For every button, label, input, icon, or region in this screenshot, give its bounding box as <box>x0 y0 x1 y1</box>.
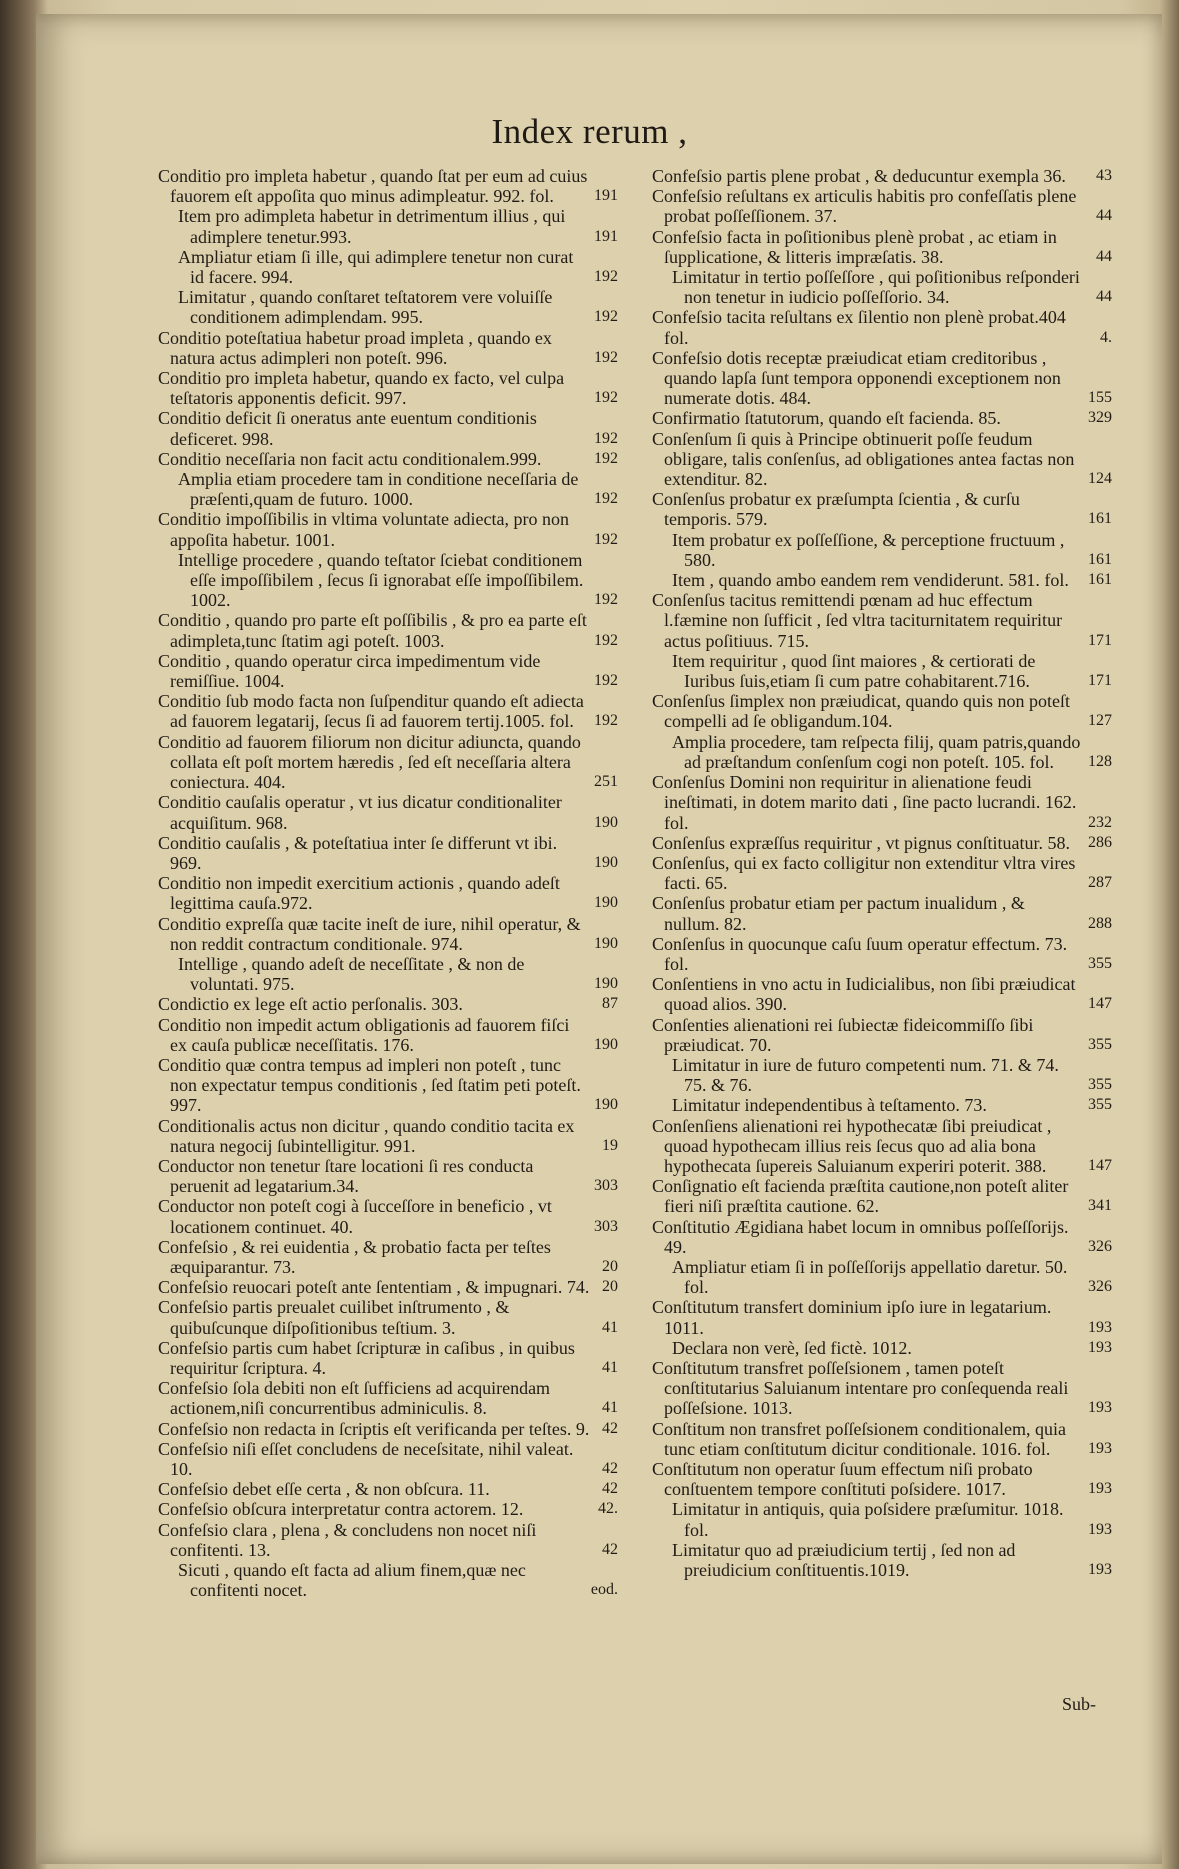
index-entry <box>652 934 1114 974</box>
entry-text: Conditio pro impleta habetur, quando ex facto, vel culpa teſtatoris apponentis deficit. 997. <box>158 368 565 409</box>
page-number: 192 <box>594 348 618 366</box>
page-number: 303 <box>594 1177 618 1195</box>
entry-text: Conditio ſub modo facta non ſuſpenditur quando eſt adiecta ad fauorem legatarij, ſecus ſi ad fauorem tertij.1005. fol. <box>158 691 584 732</box>
index-entry <box>652 1419 1114 1459</box>
index-entry <box>158 1338 620 1378</box>
index-entry <box>158 1439 620 1479</box>
entry-text: Conſentiens in vno actu in Iudicialibus, non ſibi præiudicat quoad alios. 390. <box>652 974 1076 1015</box>
index-entry <box>158 166 620 206</box>
entry-text: Confeſsio dotis receptæ præiudicat etiam creditoribus , quando lapſa ſunt tempora opponendi exceptionem non numerate dotis. 484. <box>652 347 1061 409</box>
index-entry <box>652 186 1114 226</box>
entry-text: Confeſsio , & rei euidentia , & probatio facta per teſtes æquiparantur. 73. <box>158 1236 551 1277</box>
entry-text: Conſtitutum transfret poſſeſsionem , tamen poteſt conſtitutarius Saluianum intentare pro conſequenda reali poſſeſsione. 1013. <box>652 1357 1069 1419</box>
entry-text: Limitatur in antiquis, quia poſsidere præſumitur. 1018. fol. <box>672 1499 1064 1540</box>
page-number: 326 <box>1088 1237 1112 1255</box>
index-subentry <box>672 530 1114 570</box>
page-number: 155 <box>1088 389 1112 407</box>
entry-text: Conditio poteſtatiua habetur proad impleta , quando ex natura actus adimpleri non poteſt. 996. <box>158 327 552 368</box>
page-number: 341 <box>1088 1197 1112 1215</box>
entry-text: Conſtitutio Ægidiana habet locum in omnibus poſſeſſorijs. 49. <box>652 1216 1069 1257</box>
index-subentry <box>672 267 1114 307</box>
page-number: 42 <box>602 1540 618 1558</box>
page-number: 355 <box>1088 1035 1112 1053</box>
page-number: 193 <box>1088 1318 1112 1336</box>
index-subentry <box>178 954 620 994</box>
page-number: 193 <box>1088 1561 1112 1579</box>
entry-text: Conditio ad fauorem filiorum non dicitur adiuncta, quando collata eſt poſt mortem hæredis , ſed eſt neceſſaria altera coniectura. 404. <box>158 731 581 793</box>
entry-text: Conſenſus probatur etiam per pactum inualidum , & nullum. 82. <box>652 893 1025 934</box>
index-subentry <box>672 651 1114 691</box>
page-number: 44 <box>1096 207 1112 225</box>
page-number: 44 <box>1096 247 1112 265</box>
entry-text: Confirmatio ſtatutorum, quando eſt facienda. 85. <box>652 408 1001 429</box>
index-entry <box>652 833 1114 853</box>
page-number: 190 <box>594 1096 618 1114</box>
index-entry <box>652 227 1114 267</box>
index-entry <box>158 873 620 913</box>
page-number: 124 <box>1088 470 1112 488</box>
entry-text: Confeſsio obſcura interpretatur contra actorem. 12. <box>158 1499 524 1520</box>
page-number: 87 <box>602 995 618 1013</box>
index-entry <box>652 489 1114 529</box>
index-entry <box>158 792 620 832</box>
index-subentry <box>672 1257 1114 1297</box>
page-number: 355 <box>1088 954 1112 972</box>
index-subentry <box>672 1338 1114 1358</box>
page-number: 20 <box>602 1257 618 1275</box>
page-number: 251 <box>594 773 618 791</box>
entry-text: Conſenſum ſi quis à Principe obtinuerit poſſe feudum obligare, talis conſenſus, ad obligationes antea factas non extenditur. 82. <box>652 428 1075 490</box>
index-entry <box>158 1378 620 1418</box>
entry-text: Confeſsio tacita reſultans ex ſilentio non plenè probat.404 fol. <box>652 307 1066 348</box>
page-number: 355 <box>1088 1096 1112 1114</box>
index-subentry <box>672 1055 1114 1095</box>
index-entry <box>652 1297 1114 1337</box>
page-number: 4. <box>1100 328 1112 346</box>
entry-text: Conditio , quando pro parte eſt poſſibilis , & pro ea parte eſt adimpleta,tunc ſtatim agi poteſt. 1003. <box>158 610 587 651</box>
page-number: 303 <box>594 1217 618 1235</box>
index-entry <box>158 449 620 469</box>
entry-text: Conſenſus probatur ex præſumpta ſcientia , & curſu temporis. 579. <box>652 489 1020 530</box>
page-number: 286 <box>1088 833 1112 851</box>
entry-text: Ampliatur etiam ſi ille, qui adimplere tenetur non curat id facere. 994. <box>178 246 574 288</box>
page-number: 147 <box>1088 1156 1112 1174</box>
entry-text: Item probatur ex poſſeſſione, & perceptione fructuum , 580. <box>672 529 1065 570</box>
index-entry <box>158 1156 620 1196</box>
entry-text: Conſenſus expræſſus requiritur , vt pignus conſtituatur. 58. <box>652 832 1070 853</box>
index-entry <box>158 328 620 368</box>
index-subentry <box>178 247 620 287</box>
entry-text: Conditio pro impleta habetur , quando ſtat per eum ad cuius fauorem eſt appoſita quo minus adimpleatur. 992. fol. <box>158 166 588 207</box>
index-entry <box>158 1055 620 1116</box>
entry-text: Intellige , quando adeſt de neceſſitate , & non de voluntati. 975. <box>178 953 525 995</box>
index-entry <box>652 772 1114 833</box>
page-number: 44 <box>1096 288 1112 306</box>
index-subentry <box>178 206 620 246</box>
entry-text: Conditio cauſalis , & poteſtatiua inter ſe differunt vt ibi. 969. <box>158 832 558 873</box>
page-number: 192 <box>594 389 618 407</box>
entry-text: Conditio non impedit actum obligationis ad fauorem fiſci ex cauſa publicæ neceſſitatis. 176. <box>158 1014 570 1055</box>
index-entry <box>158 833 620 873</box>
entry-text: Conſenſus Domini non requiritur in alienatione feudi ineſtimati, in dotem marito dati , ſine pacto lucrandi. 162. fol. <box>652 772 1077 833</box>
page-number: 128 <box>1088 752 1112 770</box>
entry-text: Conſtitutum transfert dominium ipſo iure in legatarium. 1011. <box>652 1297 1052 1338</box>
page-number: 127 <box>1088 712 1112 730</box>
entry-text: Conditionalis actus non dicitur , quando conditio tacita ex natura negocij ſubintelligitur. 991. <box>158 1115 575 1156</box>
page-number: 41 <box>602 1358 618 1376</box>
index-subentry <box>672 570 1114 590</box>
page-number: 191 <box>594 227 618 245</box>
index-entry <box>158 732 620 793</box>
entry-text: Conſtitum non transfret poſſeſsionem conditionalem, quia tunc etiam conſtitutum dicitur conditionale. 1016. fol. <box>652 1418 1066 1459</box>
index-subentry <box>178 550 620 611</box>
entry-text: Limitatur , quando conſtaret teſtatorem vere voluiſſe conditionem adimplendam. 995. <box>178 287 553 328</box>
page-number: 20 <box>602 1278 618 1296</box>
page-number: 192 <box>594 490 618 508</box>
page-number: 190 <box>594 813 618 831</box>
entry-text: Item requiritur , quod ſint maiores , & certiorati de Iuribus ſuis,etiam ſi cum patre cohabitarent.716. <box>672 650 1036 692</box>
entry-text: Amplia etiam procedere tam in conditione neceſſaria de præſenti,quam de futuro. 1000. <box>178 469 579 510</box>
page-number: 161 <box>1088 571 1112 589</box>
index-subentry <box>178 287 620 327</box>
entry-text: Conſenſus in quocunque caſu ſuum operatur effectum. 73. fol. <box>652 933 1068 974</box>
index-entry <box>158 1116 620 1156</box>
entry-text: Conſtitutum non operatur ſuum effectum niſi probato conſtuentem tempore conſtituti poſsidere. 1017. <box>652 1459 1033 1500</box>
entry-text: Conditio cauſalis operatur , vt ius dicatur conditionaliter acquiſitum. 968. <box>158 792 562 833</box>
page-number: 161 <box>1088 510 1112 528</box>
entry-text: Condictio ex lege eſt actio perſonalis. 303. <box>158 994 463 1015</box>
index-entry <box>652 853 1114 893</box>
page-number: 193 <box>1088 1338 1112 1356</box>
entry-text: Limitatur in tertio poſſeſſore , qui poſitionibus reſponderi non tenetur in iudicio poſſeſſorio. 34. <box>672 267 1080 308</box>
index-entry <box>158 368 620 408</box>
entry-text: Limitatur in iure de futuro competenti num. 71. & 74. 75. & 76. <box>672 1054 1059 1096</box>
index-entry <box>158 914 620 954</box>
page-title: Index rerum , <box>491 112 688 151</box>
index-entry <box>158 610 620 650</box>
index-entry <box>652 307 1114 347</box>
index-entry <box>652 1459 1114 1499</box>
entry-text: Confeſsio debet eſſe certa , & non obſcura. 11. <box>158 1479 490 1500</box>
entry-text: Conditio , quando operatur circa impedimentum vide remiſſiue. 1004. <box>158 650 541 692</box>
index-entry <box>652 1176 1114 1216</box>
entry-text: Conſenties alienationi rei ſubiectæ fideicommiſſo ſibi præiudicat. 70. <box>652 1014 1034 1055</box>
index-entry <box>652 166 1114 186</box>
index-entry <box>158 1479 620 1499</box>
page-number: 42 <box>602 1419 618 1437</box>
entry-text: Conſenſus ſimplex non præiudicat, quando quis non poteſt compelli ad ſe obligandum.104. <box>652 691 1070 732</box>
page-number: 190 <box>594 1035 618 1053</box>
entry-text: Confeſsio partis preualet cuilibet inſtrumento , & quibuſcunque diſpoſitionibus teſtium. 3. <box>158 1297 510 1338</box>
page-number: 192 <box>594 308 618 326</box>
entry-text: Limitatur independentibus à teſtamento. 73. <box>672 1095 987 1116</box>
entry-text: Confeſsio partis cum habet ſcripturæ in caſibus , in quibus requiritur ſcriptura. 4. <box>158 1337 575 1378</box>
entry-text: Confeſsio reuocari poteſt ante ſententiam , & impugnari. 74. <box>158 1277 590 1298</box>
entry-text: Confeſsio facta in poſitionibus plenè probat , ac etiam in ſupplicatione, & litteris impræſatis. 38. <box>652 226 1057 267</box>
index-entry <box>158 1196 620 1236</box>
entry-text: Conditio non impedit exercitium actionis , quando adeſt legittima cauſa.972. <box>158 873 560 914</box>
entry-text: Item , quando ambo eandem rem vendiderunt. 581. fol. <box>672 570 1069 591</box>
index-entry <box>652 1358 1114 1419</box>
page-number: 190 <box>594 975 618 993</box>
page-number: 41 <box>602 1399 618 1417</box>
index-entry <box>652 1116 1114 1177</box>
index-entry <box>652 429 1114 490</box>
page-number: 192 <box>594 712 618 730</box>
index-entry <box>652 893 1114 933</box>
index-entry <box>158 408 620 448</box>
index-entry <box>158 651 620 691</box>
page-number: 193 <box>1088 1480 1112 1498</box>
page-number: 192 <box>594 429 618 447</box>
page-number: 193 <box>1088 1439 1112 1457</box>
page-number: 355 <box>1088 1076 1112 1094</box>
page-number: 288 <box>1088 914 1112 932</box>
page-number: 192 <box>594 530 618 548</box>
entry-text: Conſenſus, qui ex facto colligitur non extenditur vltra vires facti. 65. <box>652 852 1076 894</box>
entry-text: Conſenſus tacitus remittendi pœnam ad huc effectum l.fæmine non ſufficit , ſed vltra taciturnitatem requiritur actus poſitiuus. 715. <box>652 590 1063 651</box>
entry-text: Conſignatio eſt facienda præſtita cautione,non poteſt aliter fieri niſi præſtita cautione. 62. <box>652 1176 1069 1217</box>
index-column-right <box>652 166 1114 1580</box>
page-number: 190 <box>594 934 618 952</box>
index-entry <box>158 1520 620 1560</box>
entry-text: Conſenſiens alienationi rei hypothecatæ ſibi preiudicat , quoad hypothecam illius reis ſecus quo ad alia bona hypothecata ſupereis Saluianum experiri poterit. 388. <box>652 1115 1052 1176</box>
page-number: 192 <box>594 591 618 609</box>
index-subentry <box>672 1095 1114 1115</box>
entry-text: Conditio impoſſibilis in vltima voluntate adiecta, pro non appoſita habetur. 1001. <box>158 509 569 550</box>
page-number: 171 <box>1088 672 1112 690</box>
entry-text: Conditio neceſſaria non facit actu conditionalem.999. <box>158 448 542 469</box>
entry-text: Confeſsio niſi eſſet concludens de neceſsitate, nihil valeat. 10. <box>158 1438 574 1479</box>
index-entry <box>652 974 1114 1014</box>
index-subentry <box>672 732 1114 772</box>
index-column-left <box>158 166 620 1600</box>
index-entry <box>652 1217 1114 1257</box>
entry-text: Limitatur quo ad præiudicium tertij , ſed non ad preiudicium conſtituentis.1019. <box>672 1539 1016 1581</box>
entry-text: Intellige procedere , quando teſtator ſciebat conditionem eſſe impoſſibilem , ſecus ſi ignorabat eſſe impoſſibilem. 1002. <box>178 549 584 611</box>
index-entry <box>158 1277 620 1297</box>
entry-text: Confeſsio ſola debiti non eſt ſufficiens ad acquirendam actionem,niſi concurrentibus adminiculis. 8. <box>158 1378 551 1419</box>
page-number: 147 <box>1088 995 1112 1013</box>
index-entry <box>158 1237 620 1277</box>
index-entry <box>158 1419 620 1439</box>
index-entry <box>158 691 620 731</box>
index-entry <box>652 408 1114 428</box>
entry-text: Confeſsio reſultans ex articulis habitis pro confeſſatis plene probat poſſeſſionem. 37. <box>652 186 1077 227</box>
entry-text: Conditio deficit ſi oneratus ante euentum conditionis deficeret. 998. <box>158 408 537 449</box>
entry-text: Amplia procedere, tam reſpecta filij, quam patris,quando ad præſtandum conſenſum cogi non poteſt. 105. fol. <box>672 731 1081 772</box>
index-entry <box>158 1297 620 1337</box>
index-subentry <box>178 1560 620 1600</box>
page-number: 326 <box>1088 1278 1112 1296</box>
entry-text: Declara non verè, ſed fictè. 1012. <box>672 1337 912 1358</box>
entry-text: Item pro adimpleta habetur in detrimentum illius , qui adimplere tenetur.993. <box>178 206 566 247</box>
entry-text: Sicuti , quando eſt facta ad alium finem,quæ nec confitenti nocet. <box>178 1560 526 1601</box>
page-number: 191 <box>594 187 618 205</box>
page-number: 192 <box>594 631 618 649</box>
entry-text: Ampliatur etiam ſi in poſſeſſorijs appellatio daretur. 50. fol. <box>672 1256 1068 1298</box>
page-number: 161 <box>1088 550 1112 568</box>
page-number: 192 <box>594 268 618 286</box>
index-entry <box>652 691 1114 731</box>
index-subentry <box>672 1540 1114 1580</box>
index-subentry <box>178 469 620 509</box>
page-number: 190 <box>594 894 618 912</box>
page-number: 192 <box>594 672 618 690</box>
page-number: 42 <box>602 1480 618 1498</box>
page-number: eod. <box>590 1581 618 1599</box>
page-number: 287 <box>1088 874 1112 892</box>
page-number: 171 <box>1088 631 1112 649</box>
page-number: 190 <box>594 853 618 871</box>
index-subentry <box>672 1499 1114 1539</box>
entry-text: Conditio quæ contra tempus ad impleri non poteſt , tunc non expectatur tempus conditionis , ſed ſtatim peti poteſt. 997. <box>158 1054 581 1116</box>
page-number: 192 <box>594 449 618 467</box>
index-entry <box>652 1015 1114 1055</box>
page-number: 193 <box>1088 1520 1112 1538</box>
catchword: Sub- <box>1062 1694 1097 1714</box>
index-entry <box>158 509 620 549</box>
page-number: 41 <box>602 1318 618 1336</box>
index-entry <box>652 590 1114 651</box>
page-number: 193 <box>1088 1399 1112 1417</box>
entry-text: Conductor non poteſt cogi à ſucceſſore in beneficio , vt locationem continuet. 40. <box>158 1196 552 1237</box>
page-number: 329 <box>1088 409 1112 427</box>
entry-text: Confeſsio partis plene probat , & deducuntur exempla 36. <box>652 166 1066 186</box>
index-entry <box>158 994 620 1014</box>
entry-text: Confeſsio clara , plena , & concludens non nocet niſi confitenti. 13. <box>158 1519 537 1560</box>
entry-text: Conductor non tenetur ſtare locationi ſi res conducta peruenit ad legatarium.34. <box>158 1155 534 1197</box>
index-entry <box>652 348 1114 409</box>
index-entry <box>158 1015 620 1055</box>
page-number: 232 <box>1088 813 1112 831</box>
page-number: 42 <box>602 1460 618 1477</box>
page-number: 43 <box>1096 167 1112 184</box>
entry-text: Conditio expreſſa quæ tacite ineſt de iure, nihil operatur, & non reddit contractum conditionale. 974. <box>158 913 581 954</box>
page-number: 19 <box>602 1136 618 1154</box>
entry-text: Confeſsio non redacta in ſcriptis eſt verificanda per teſtes. 9. <box>158 1418 590 1439</box>
page-number: 42. <box>598 1500 618 1518</box>
index-entry <box>158 1499 620 1519</box>
